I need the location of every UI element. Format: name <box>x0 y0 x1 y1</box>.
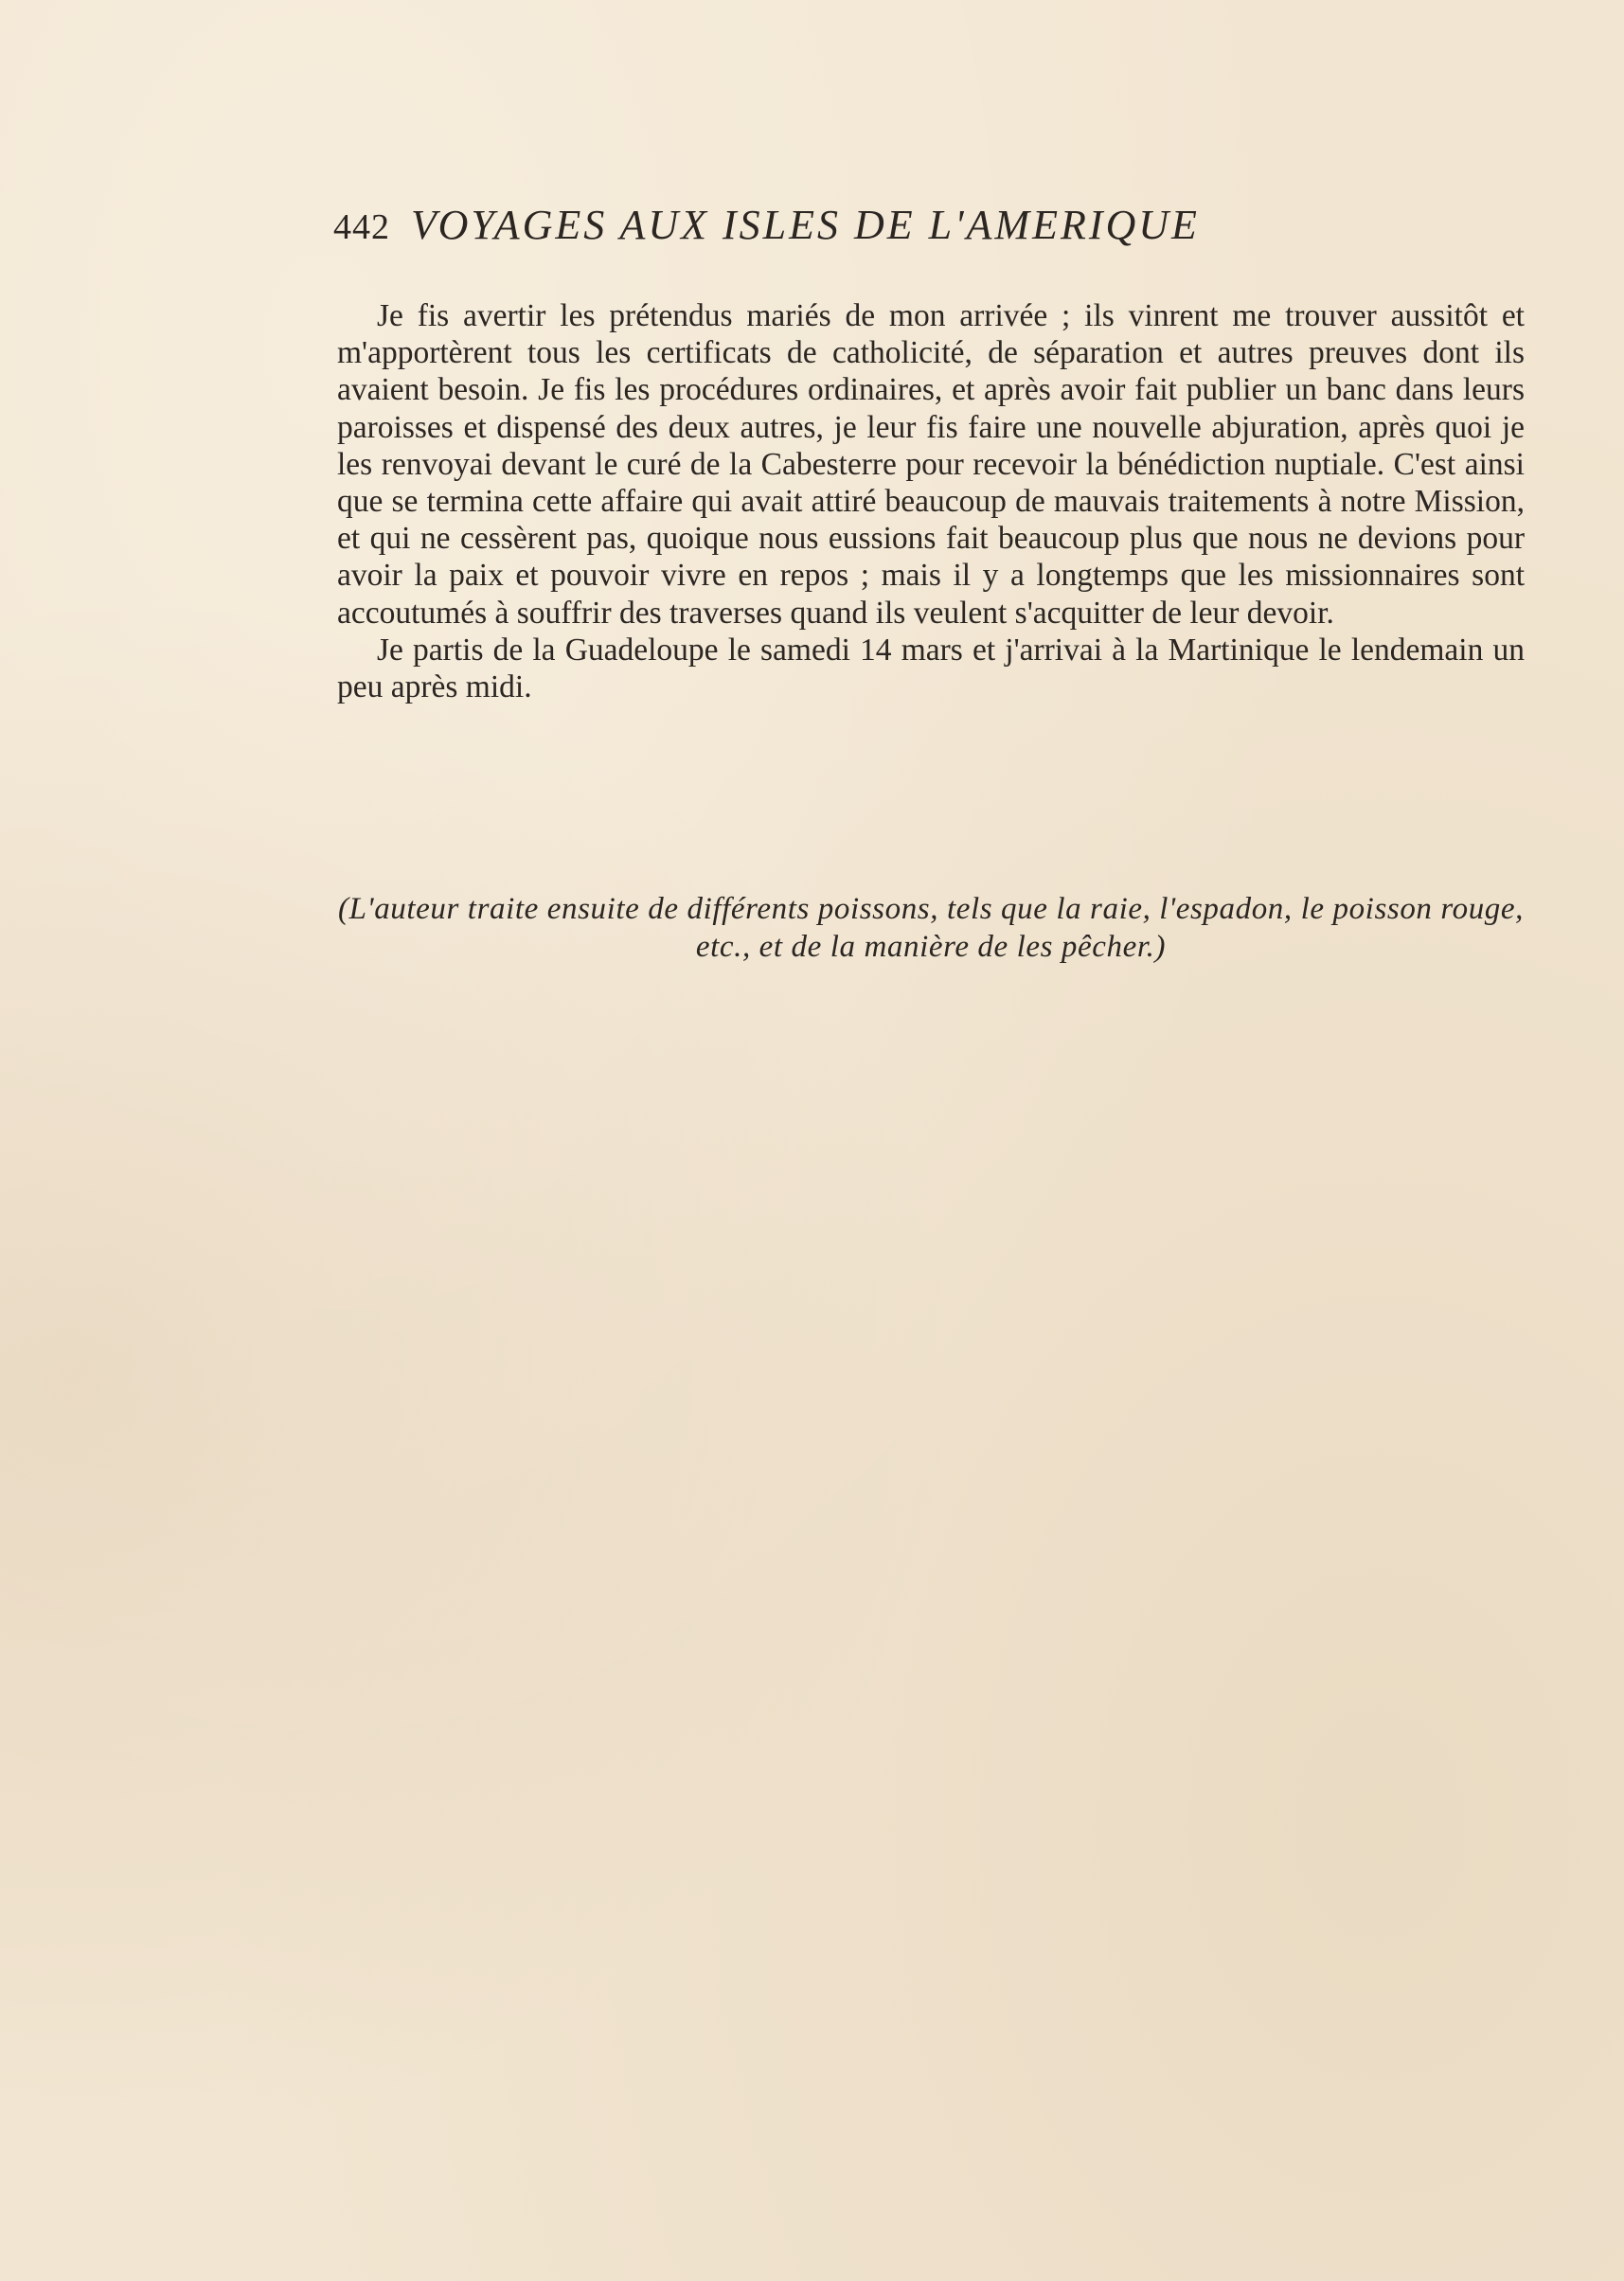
running-title: VOYAGES AUX ISLES DE L'AMERIQUE <box>411 202 1200 248</box>
page-number: 442 <box>333 207 390 247</box>
editorial-note: (L'auteur traite ensuite de différents poissons, tels que la raie, l'espadon, le poisson rouge, etc., et de la manière de les pêcher.) <box>338 892 1524 964</box>
paragraph: Je fis avertir les prétendus mariés de mon arrivée ; ils vinrent me trouver aussitôt et m'apportèrent tous les certificats de catholicité, de séparation et autres preuves dont ils avaient besoin. Je fis les procédures ordinaires, et après avoir fait publier un banc dans leurs paroisses et dispensé des deux autres, je leur fis faire une nouvelle abjuration, après quoi je les renvoyai devant le curé de la Cabesterre pour recevoir la bénédiction nuptiale. C'est ainsi que se termina cette affaire qui avait attiré beaucoup de mauvais traitements à notre Mission, et qui ne cessèrent pas, quoique nous eussions fait beaucoup plus que nous ne devions pour avoir la paix et pouvoir vivre en repos ; mais il y a longtemps que les missionnaires sont accoutumés à souffrir des traverses quand ils veulent s'acquitter de leur devoir. <box>337 298 1525 631</box>
page-header <box>333 201 1526 258</box>
paragraph: Je partis de la Guadeloupe le samedi 14 mars et j'arrivai à la Martinique le lendemain un peu après midi. <box>337 632 1525 705</box>
body-text <box>337 297 1525 705</box>
